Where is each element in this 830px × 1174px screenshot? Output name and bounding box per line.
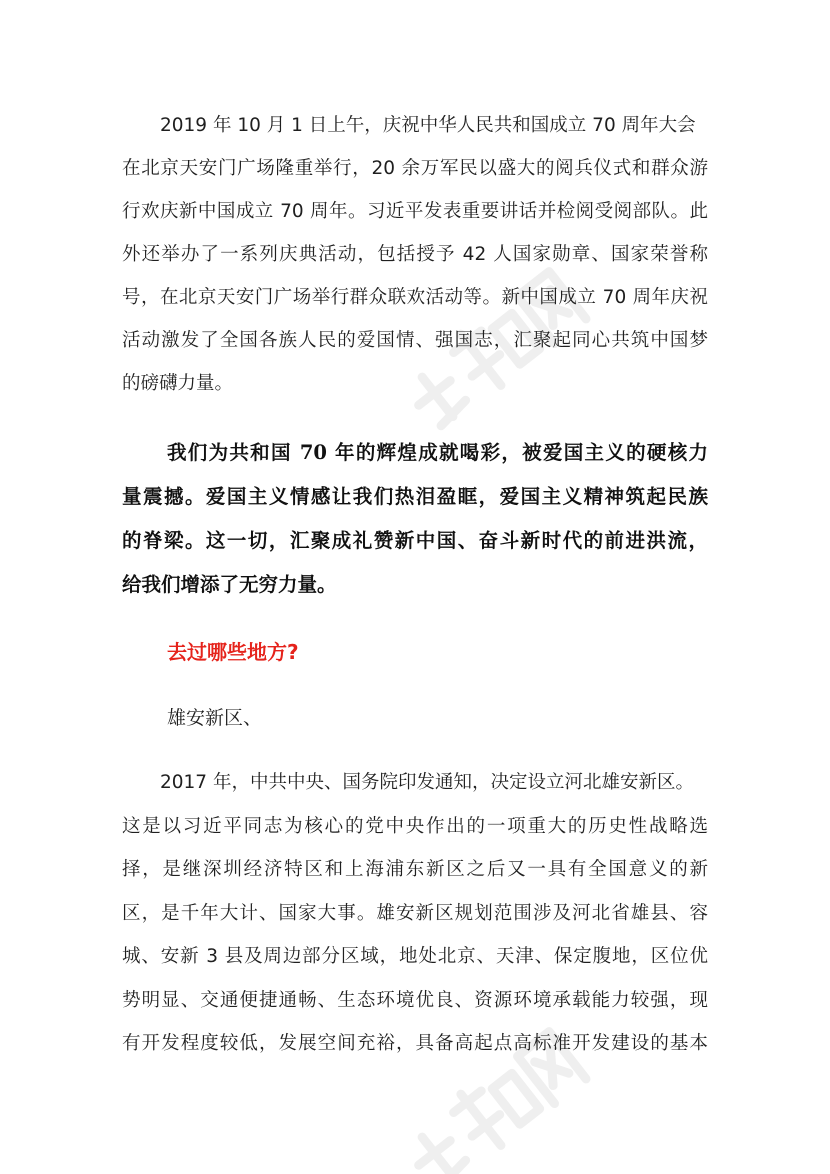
paragraph-line: 的磅礴力量。 [122,373,234,394]
paragraph-line: 2019 年 10 月 1 日上午，庆祝中华人民共和国成立 70 周年大会 [160,115,696,136]
paragraph-line: 活动激发了全国各族人民的爱国情、强国志，汇聚起同心共筑中国梦 [122,330,708,351]
paragraph-xiongan-new-area [122,761,708,1066]
paragraph-line: 我们为共和国 70 年的辉煌成就喝彩，被爱国主义的硬核力 [167,441,708,464]
subheading-xiongan: 雄安新区、 [167,707,263,729]
paragraph-line: 量震撼。爱国主义情感让我们热泪盈眶，爱国主义精神筑起民族 [122,485,708,508]
paragraph-patriotism-emphasis [122,431,708,607]
paragraph-line: 势明显、交通便捷通畅、生态环境优良、资源环境承载能力较强，现 [122,989,708,1011]
paragraph-line: 这是以习近平同志为核心的党中央作出的一项重大的历史性战略选 [122,815,708,837]
paragraph-line: 2017 年，中共中央、国务院印发通知，决定设立河北雄安新区。 [160,772,694,793]
paragraph-line: 的脊梁。这一切，汇聚成礼赞新中国、奋斗新时代的前进洪流， [122,529,708,552]
paragraph-line: 行欢庆新中国成立 70 周年。习近平发表重要讲话并检阅受阅部队。此 [122,201,708,222]
paragraph-line: 号，在北京天安门广场举行群众联欢活动等。新中国成立 70 周年庆祝 [122,287,708,308]
paragraph-line: 外还举办了一系列庆典活动，包括授予 42 人国家勋章、国家荣誉称 [122,244,708,265]
paragraph-line: 有开发程度较低，发展空间充裕，具备高起点高标准开发建设的基本 [122,1033,708,1054]
paragraph-anniversary-celebration [122,104,708,405]
paragraph-line: 区，是千年大计、国家大事。雄安新区规划范围涉及河北省雄县、容 [122,902,708,924]
section-heading: 去过哪些地方? [167,640,299,664]
paragraph-line: 给我们增添了无穷力量。 [122,573,337,596]
paragraph-line: 城、安新 3 县及周边部分区域，地处北京、天津、保定腹地，区位优 [122,946,708,967]
paragraph-line: 择，是继深圳经济特区和上海浦东新区之后又一具有全国意义的新 [122,859,708,880]
paragraph-line: 在北京天安门广场隆重举行，20 余万军民以盛大的阅兵仪式和群众游 [122,158,708,179]
